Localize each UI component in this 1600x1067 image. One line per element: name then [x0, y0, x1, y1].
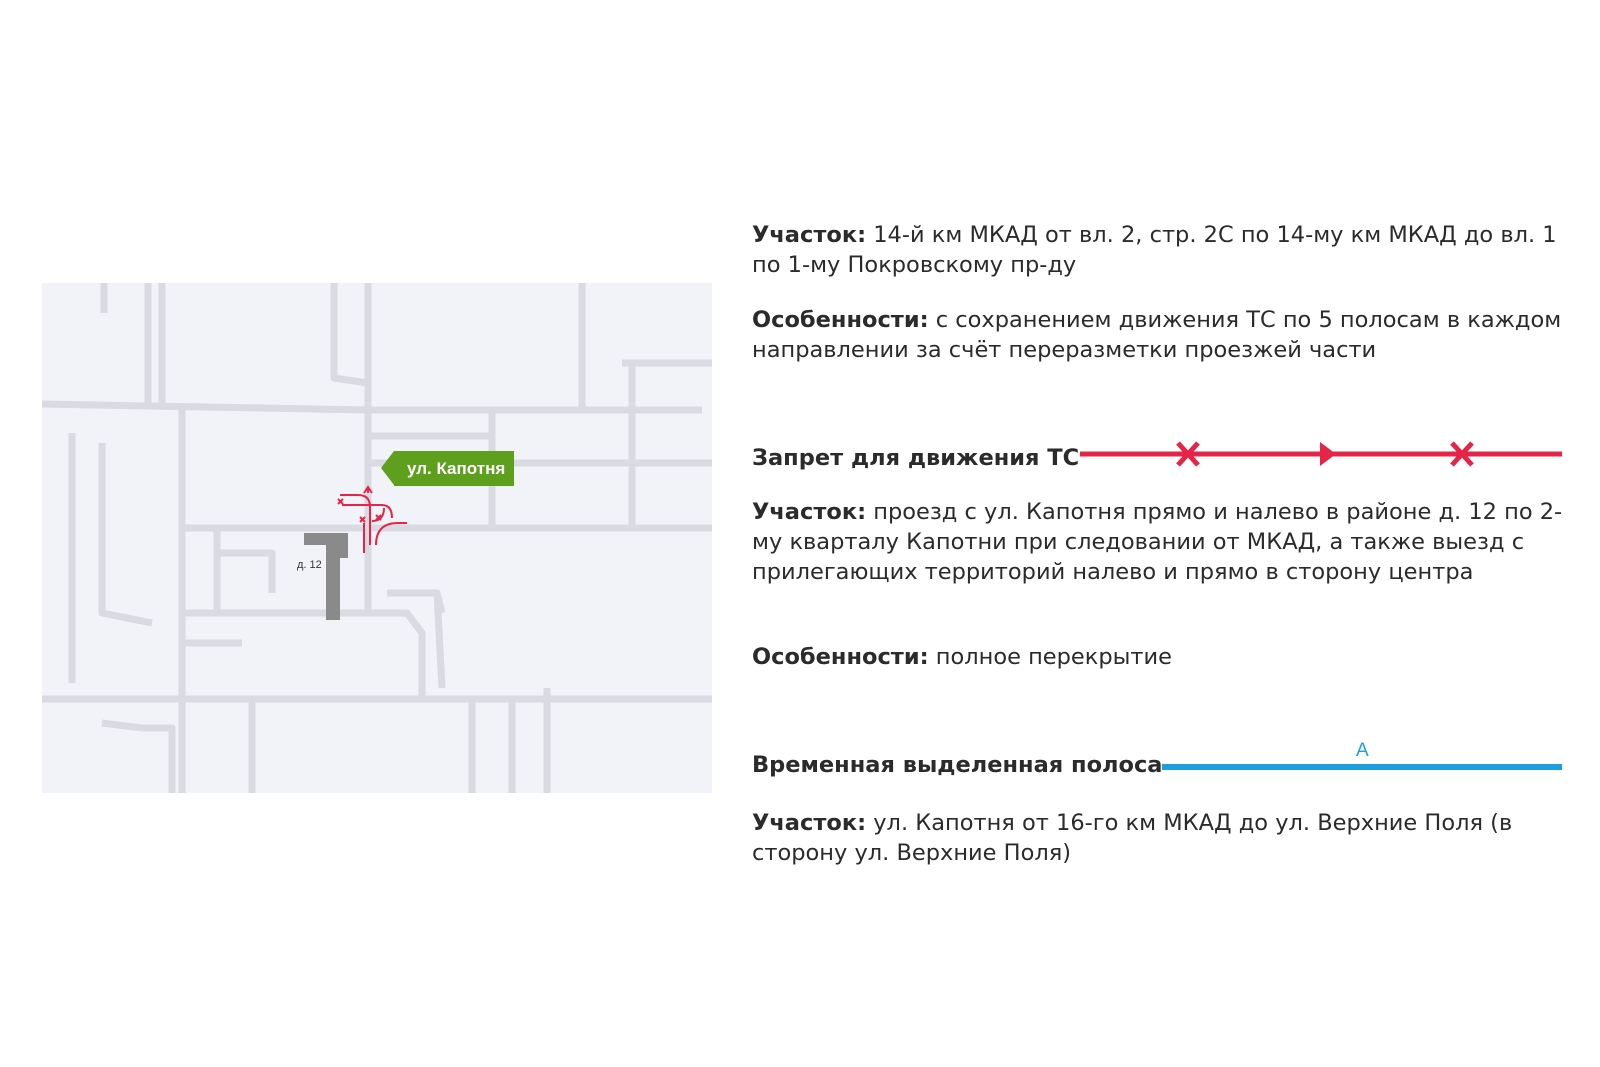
road-network [42, 283, 712, 793]
section-4 [752, 642, 1572, 672]
map[interactable] [42, 283, 712, 793]
section-label: Участок: [752, 499, 867, 525]
section-text: ул. Капотня от 16-го км МКАД до ул. Верхние Поля (в сторону ул. Верхние Поля) [752, 810, 1513, 866]
legend-bus-lane-title: Временная выделенная полоса [752, 752, 1163, 778]
section-1 [752, 220, 1572, 280]
section-text: полное перекрытие [928, 644, 1172, 670]
section-label: Особенности: [752, 307, 929, 333]
section-label: Участок: [752, 810, 867, 836]
section-label: Участок: [752, 222, 867, 248]
bus-lane-legend-line [1162, 763, 1562, 771]
legend-closure-title: Запрет для движения ТС [752, 445, 1080, 471]
section-5 [752, 808, 1572, 868]
section-label: Особенности: [752, 644, 929, 670]
closure-markers [338, 487, 407, 553]
closure-legend-line [1080, 440, 1562, 468]
building-12 [304, 533, 348, 620]
house-number-label: д. 12 [297, 559, 322, 571]
section-text: с сохранением движения ТС по 5 полосам в каждом направлении за счёт переразметки проезжей части [752, 307, 1562, 363]
section-text: проезд с ул. Капотня прямо и налево в районе д. 12 по 2-му кварталу Капотни при следовании от МКАД, а также выезд с прилегающих территорий налево и прямо в сторону центра [752, 499, 1563, 585]
street-label: ул. Капотня [394, 451, 514, 486]
section-text: 14-й км МКАД от вл. 2, стр. 2С по 14-му км МКАД до вл. 1 по 1-му Покровскому пр-ду [752, 222, 1557, 278]
closure-arrow-icon [1320, 442, 1336, 466]
section-2 [752, 305, 1572, 365]
section-3 [752, 497, 1572, 587]
bus-lane-letter: А [1356, 740, 1369, 761]
